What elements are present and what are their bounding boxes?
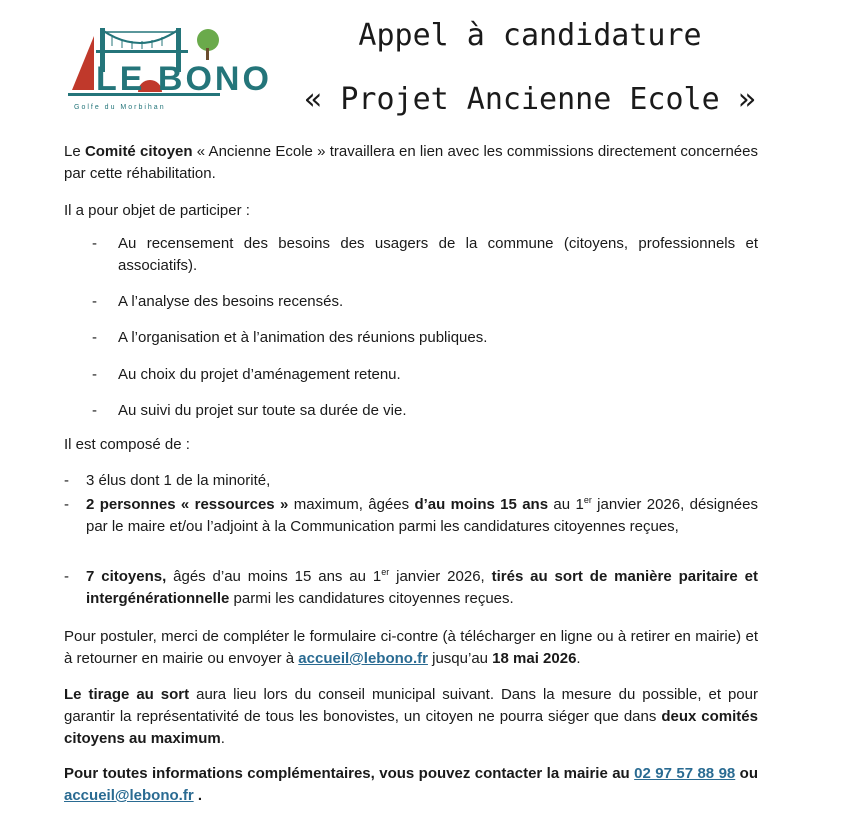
compose-item-text bbox=[86, 566, 758, 610]
text: aura lieu lors du conseil municipal suivant. Dans la mesure du possible, et pour garantir la représentativité de tous les bonovistes, un citoyen ne pourra siéger que dans bbox=[64, 686, 758, 725]
text: . bbox=[220, 730, 225, 747]
bold-text: 2 personnes « ressources » bbox=[86, 496, 289, 513]
list-dash: - bbox=[92, 329, 97, 346]
logo-wordmark: LE BONO bbox=[96, 60, 272, 98]
list-item-text: Au suivi du projet sur toute sa durée de vie. bbox=[118, 402, 407, 419]
text: Pour postuler, merci de compléter le formulaire ci-contre (à télécharger en ligne ou à retirer en mairie) et à retourner en mairie ou envoyer à bbox=[64, 628, 758, 667]
objet-heading: Il a pour objet de participer : bbox=[64, 202, 250, 219]
list-dash: - bbox=[92, 293, 97, 310]
page-subtitle: « Projet Ancienne Ecole » bbox=[304, 82, 756, 117]
bold-text: 7 citoyens, bbox=[86, 568, 167, 585]
deadline-date: 18 mai 2026 bbox=[492, 650, 577, 667]
text: ou bbox=[735, 765, 758, 782]
list-dash: - bbox=[92, 402, 97, 419]
text: janvier 2026, bbox=[389, 568, 492, 585]
list-dash: - bbox=[64, 568, 69, 585]
bold-text: tirés au sort de manière paritaire et intergénérationnelle bbox=[86, 568, 758, 607]
text: . bbox=[576, 650, 581, 667]
list-item-text: A l’organisation et à l’animation des réunions publiques. bbox=[118, 329, 488, 346]
text: au 1 bbox=[548, 496, 584, 513]
list-dash: - bbox=[64, 496, 69, 513]
intro-committee: Comité citoyen bbox=[84, 143, 193, 160]
phone-link[interactable]: 02 97 57 88 98 bbox=[634, 765, 736, 782]
contact-paragraph bbox=[64, 763, 758, 807]
bold-text: Le tirage au sort bbox=[64, 686, 190, 703]
text: parmi les candidatures citoyennes reçues. bbox=[229, 590, 514, 607]
list-item-text: Au choix du projet d’aménagement retenu. bbox=[118, 366, 401, 383]
list-dash: - bbox=[64, 472, 69, 489]
text: jusqu’au bbox=[427, 650, 493, 667]
text: Pour toutes informations complémentaires, vous pouvez contacter la mairie au bbox=[64, 765, 635, 782]
list-item-text: A l’analyse des besoins recensés. bbox=[118, 293, 344, 310]
text: janvier 2026, désignées par le maire et/ou l’adjoint à la Communication parmi les candidatures citoyennes reçues, bbox=[86, 496, 758, 535]
list-dash: - bbox=[92, 235, 97, 252]
email-link[interactable]: accueil@lebono.fr bbox=[64, 787, 194, 804]
postuler-paragraph bbox=[64, 626, 758, 670]
intro-rest: « Ancienne Ecole » travaillera en lien avec les commissions directement concernées par cette réhabilitation. bbox=[64, 143, 758, 182]
text: âgés d’au moins 15 ans au 1 bbox=[166, 568, 382, 585]
intro-paragraph bbox=[64, 141, 758, 185]
bold-text: deux comités citoyens au maximum bbox=[64, 708, 758, 747]
superscript: er bbox=[583, 495, 592, 505]
compose-item-text: 3 élus dont 1 de la minorité, bbox=[86, 472, 271, 489]
text: maximum, âgées bbox=[288, 496, 415, 513]
compose-item-text bbox=[86, 494, 758, 538]
intro-le: Le bbox=[64, 143, 85, 160]
email-link[interactable]: accueil@lebono.fr bbox=[298, 650, 428, 667]
list-item-text: Au recensement des besoins des usagers de la commune (citoyens, professionnels et associatifs). bbox=[118, 235, 758, 274]
logo-subtitle: Golfe du Morbihan bbox=[74, 104, 166, 111]
list-dash: - bbox=[92, 366, 97, 383]
text: . bbox=[193, 787, 202, 804]
compose-heading: Il est composé de : bbox=[64, 436, 190, 453]
page-title: Appel à candidature bbox=[358, 18, 702, 53]
tirage-paragraph bbox=[64, 684, 758, 750]
bold-text: d’au moins 15 ans bbox=[414, 496, 549, 513]
superscript: er bbox=[381, 567, 390, 577]
